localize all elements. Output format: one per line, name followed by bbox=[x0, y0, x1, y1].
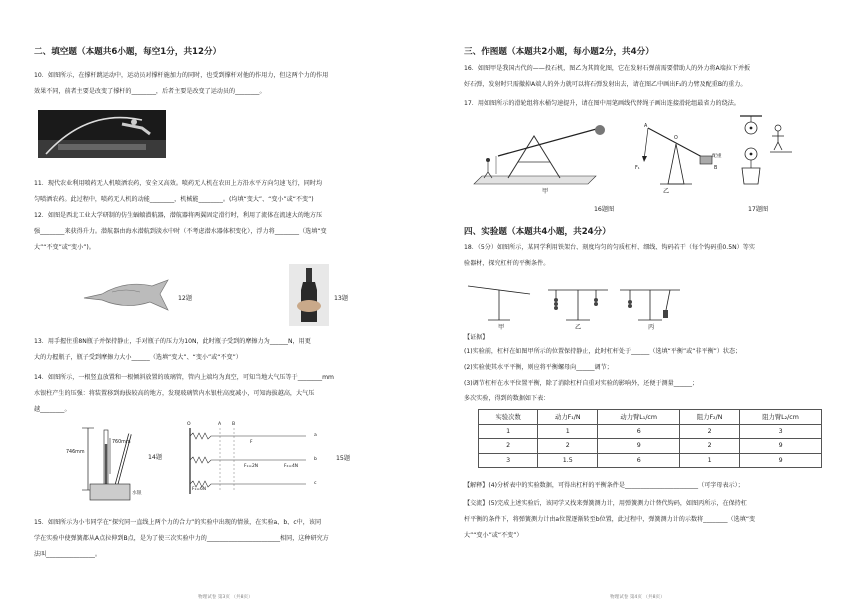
label-746mm: 746mm bbox=[66, 450, 85, 455]
table-header: 动力臂L₁/cm bbox=[598, 410, 680, 425]
section-4-title: 四、实验题（本题共4小题，共24分） bbox=[464, 227, 611, 237]
table-header: 动力F₁/N bbox=[538, 410, 598, 425]
right-page-footer: 物理试卷 第4页 （共8页） bbox=[610, 595, 665, 600]
fig15-label-6N: F₁=6N bbox=[192, 487, 207, 492]
table-cell: 1 bbox=[479, 424, 538, 439]
fig16-label-weight: 配重 bbox=[712, 154, 722, 159]
q10-line2: 效果不同，前者主要是改变了撑杆的________，后者主要是改变了运动员的________。 bbox=[34, 88, 266, 95]
q11-line2: 匀喷洒农药。此过程中，喷药无人机的动能________，机械能________。(均填“变大”、“变小”或“不变”) bbox=[34, 196, 314, 203]
label-mercury: 水银 bbox=[132, 491, 142, 496]
q12-line2: 强________来获得升力。潜航器由海水潜航到淡水中时（不考虑潜水器体积变化），浮力将________（选填“变 bbox=[34, 228, 327, 235]
right-page bbox=[430, 0, 860, 609]
table-cell: 9 bbox=[740, 439, 822, 454]
fig15-label-F: F bbox=[250, 440, 253, 445]
table-cell: 1 bbox=[680, 453, 740, 468]
q15-line2: 学在实验中使弹簧都从A点拉伸到B点，是为了使三次实验中力的________________________相同，这种研究方 bbox=[34, 535, 329, 542]
q17-line1: 17．用如图所示的滑轮组将水桶匀速提升，请在图中用笔画线代替绳子画出连接滑轮组最省力的绕法。 bbox=[464, 100, 740, 107]
pole-vault-photo bbox=[38, 110, 166, 158]
q16-line2: 好石弹，发射时只需撤掉A端人的外力就可以将石弹发射出去，请在图乙中画出F₁的力臂及配重B的重力。 bbox=[464, 81, 747, 88]
table-cell: 6 bbox=[598, 424, 680, 439]
proof-3: (3)调节杠杆在水平位置平衡，除了消除杠杆自重对实验的影响外，还便于测量______； bbox=[464, 380, 699, 387]
caption-q16: 16题图 bbox=[594, 206, 615, 213]
caption-q12: 12题 bbox=[178, 295, 193, 302]
table-cell: 6 bbox=[598, 453, 680, 468]
table-row bbox=[479, 439, 822, 454]
fig18-label-jia: 甲 bbox=[498, 324, 505, 331]
q13-line1: 13．用手握住重8N瓶子并保持静止，手对瓶子的压力为10N，此时瓶子受到的摩擦力为______N，用更 bbox=[34, 338, 311, 345]
fig16-label-O: O bbox=[674, 136, 678, 141]
fig16-label-yi: 乙 bbox=[663, 188, 670, 195]
section-2-title: 二、填空题（本题共6小题，每空1分，共12分） bbox=[34, 47, 222, 57]
trebuchet-figure bbox=[468, 122, 618, 194]
q13-line2: 大的力握瓶子，瓶子受到摩擦力大小______（选填“变大”、“变小”或“不变”） bbox=[34, 354, 242, 361]
table-cell: 2 bbox=[680, 424, 740, 439]
fig15-label-A: A bbox=[218, 422, 222, 427]
left-page-footer: 物理试卷 第3页 （共8页） bbox=[198, 595, 253, 600]
caption-q15: 15题 bbox=[336, 455, 351, 462]
fig15-label-O: O bbox=[187, 422, 191, 427]
q18-line1: 18．（5分）如图所示，某同学利用铁架台、刻度均匀的匀质杠杆、细线、钩码若干（每个钩码重0.5N）等实 bbox=[464, 244, 755, 251]
q10-line1: 10．如图所示，在撑杆跳运动中，运动员对撑杆施加力的同时，也受到撑杆对他的作用力，但这两个力的作用 bbox=[34, 72, 329, 79]
proof-title: 【证据】 bbox=[464, 334, 489, 341]
table-cell: 9 bbox=[598, 439, 680, 454]
table-header: 实验次数 bbox=[479, 410, 538, 425]
fig15-label-a: a bbox=[314, 433, 317, 438]
fig15-label-c: c bbox=[314, 481, 317, 486]
lever-experiment-figure bbox=[464, 276, 684, 328]
proof-2: (2)实验使其水平平衡，则应将平衡螺母向______调节； bbox=[464, 364, 613, 371]
spring-experiment-figure bbox=[186, 424, 326, 496]
table-cell: 3 bbox=[740, 424, 822, 439]
fig18-label-yi: 乙 bbox=[575, 324, 582, 331]
q12-line1: 12．如图是西北工业大学研制的仿生蝠鲼潜航器，潜航器将两翼固定滑行时，利用了流体在流速大的地方压 bbox=[34, 212, 323, 219]
fig16-label-jia: 甲 bbox=[542, 188, 549, 195]
pulley-figure bbox=[736, 112, 800, 194]
fig15-label-b: b bbox=[314, 457, 317, 462]
q15-line3: 法叫________________。 bbox=[34, 551, 102, 558]
table-cell: 2 bbox=[479, 439, 538, 454]
caption-q17: 17题图 bbox=[748, 206, 769, 213]
table-cell: 9 bbox=[740, 453, 822, 468]
data-table bbox=[478, 409, 822, 468]
exchange-line1: 【交流】(5)完成上述实验后，该同学又找来弹簧测力计，用弹簧测力计替代钩码，如图丙所示，在保持杠 bbox=[464, 500, 747, 507]
label-760mm: 760mm bbox=[112, 440, 131, 445]
table-header: 阻力F₂/N bbox=[680, 410, 740, 425]
explain-line: 【解释】(4)分析表中的实验数据，可得出杠杆的平衡条件是________________________（可字母表示）； bbox=[464, 482, 744, 489]
q14-line2: 水银柱产生的压强：将装置移到海拔较高的地方，发现玻璃管内水银柱高度减小，可知海拔越高，大气压 bbox=[34, 390, 315, 397]
q16-line1: 16．如图甲是我国古代的——投石机，图乙为其简化图，它在发射石弹前需要借助人的外力将A端拉下并扳 bbox=[464, 65, 751, 72]
bottle-photo bbox=[289, 264, 329, 326]
q12-line3: 大”“不变”或“变小”)。 bbox=[34, 244, 95, 251]
proof-4: 多次实验，得到的数据如下表： bbox=[464, 395, 550, 402]
fig16-label-B: B bbox=[714, 166, 718, 171]
table-cell: 1 bbox=[538, 424, 598, 439]
table-cell: 1.5 bbox=[538, 453, 598, 468]
table-cell: 3 bbox=[479, 453, 538, 468]
section-3-title: 三、作图题（本题共2小题，每小题2分，共4分） bbox=[464, 47, 654, 57]
table-header: 阻力臂L₂/cm bbox=[740, 410, 822, 425]
table-cell: 2 bbox=[680, 439, 740, 454]
fig15-label-2N: F₁=2N bbox=[244, 464, 259, 469]
caption-q14: 14题 bbox=[148, 454, 163, 461]
fig18-label-bing: 丙 bbox=[648, 324, 655, 331]
table-cell: 2 bbox=[538, 439, 598, 454]
fig16-label-F1: F₁ bbox=[635, 166, 640, 171]
q14-line3: 越________。 bbox=[34, 406, 71, 413]
exchange-line3: 大”“变小”或“不变”） bbox=[464, 532, 523, 539]
fig16-label-A: A bbox=[644, 124, 648, 129]
caption-q13: 13题 bbox=[334, 295, 349, 302]
q18-line2: 验器材，探究杠杆的平衡条件。 bbox=[464, 260, 550, 267]
manta-ray-figure bbox=[82, 276, 170, 316]
exchange-line2: 杆平衡的条件下，将弹簧测力计由a位置逐渐转至b位置，此过程中，弹簧测力计的示数将________（选填“变 bbox=[464, 516, 756, 523]
q11-line1: 11．现代农业利用喷药无人机喷洒农药，安全又高效。喷药无人机在农田上方沿水平方向匀速飞行，同时均 bbox=[34, 180, 323, 187]
fig15-label-4N: F₂=4N bbox=[284, 464, 299, 469]
fig15-label-B: B bbox=[232, 422, 236, 427]
q14-line1: 14．如图所示，一根竖直放置和一根倾斜放置的玻璃管，管内上端均为真空，可知当地大气压等于________mm bbox=[34, 374, 334, 381]
table-header-row bbox=[479, 410, 822, 425]
table-row bbox=[479, 453, 822, 468]
table-row bbox=[479, 424, 822, 439]
q15-line1: 15．如图所示为小韦同学在“探究同一直线上两个力的合力”的实验中出现的情景，在实验a、b、c中，该同 bbox=[34, 519, 322, 526]
proof-1: (1)实验前，杠杆在如图甲所示的位置保持静止，此时杠杆处于______（选填“平衡”或“非平衡”）状态； bbox=[464, 348, 742, 355]
